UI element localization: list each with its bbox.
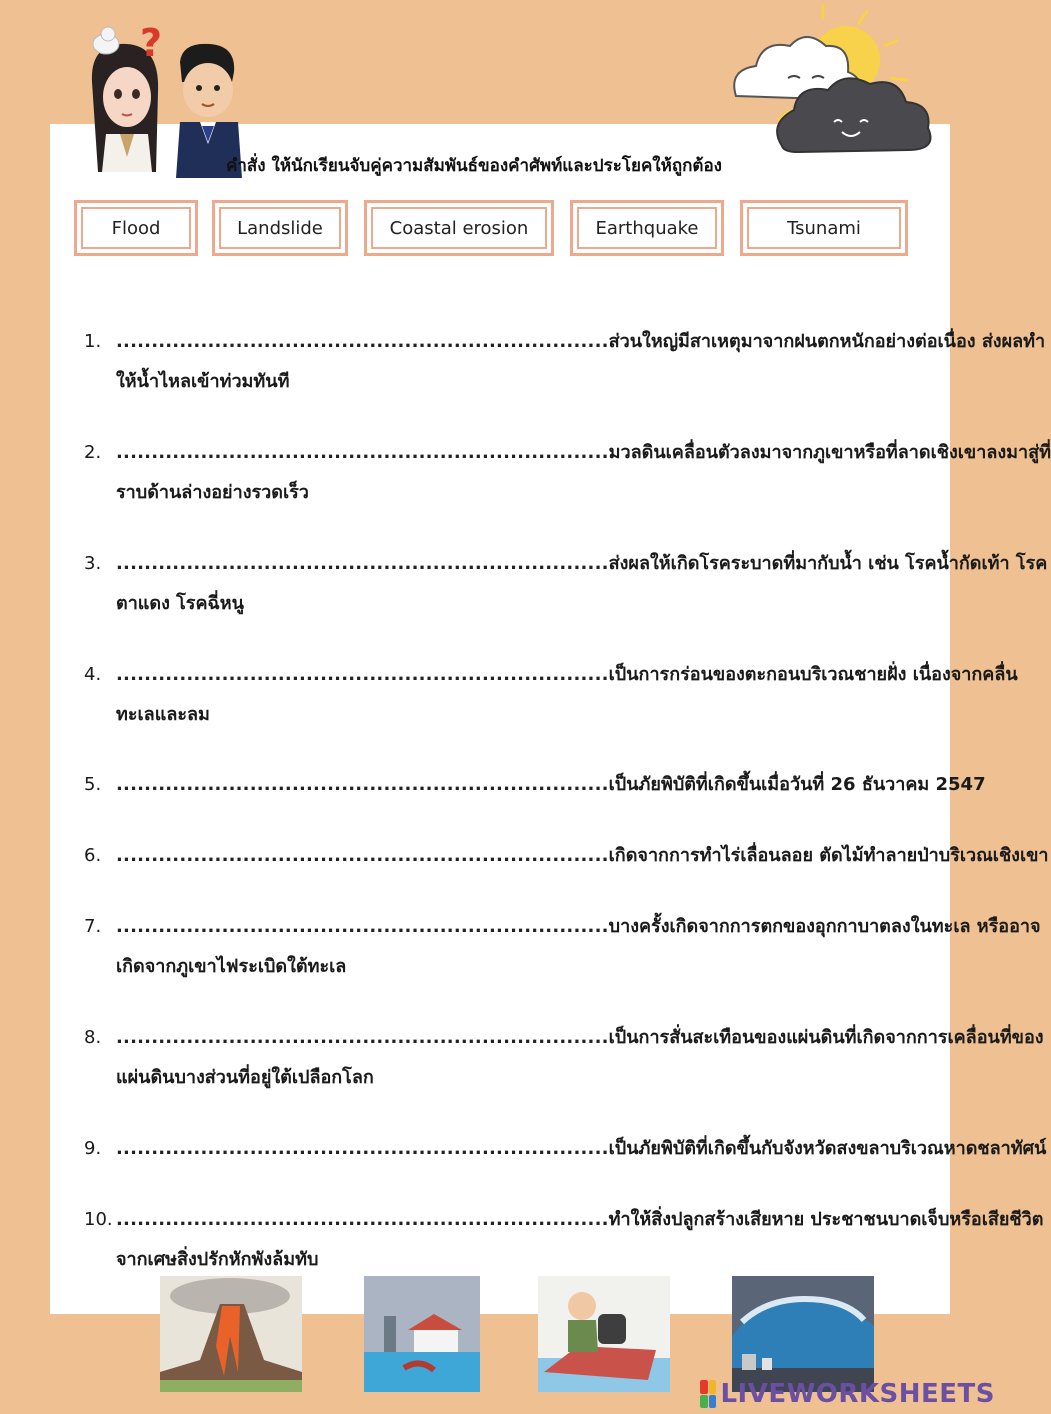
answer-blank[interactable]: ...................................................................... — [116, 664, 609, 685]
question-text-cont: ให้น้ำไหลเข้าท่วมทันที — [116, 371, 290, 392]
question-number: 2. — [84, 442, 102, 463]
question-text: ส่วนใหญ่มีสาเหตุมาจากฝนตกหนักอย่างต่อเนื่อง ส่งผลทำ — [608, 331, 1046, 352]
word-box-earthquake[interactable] — [570, 200, 724, 256]
cloud-sun-illustration — [718, 0, 958, 170]
word-box-coastal-erosion[interactable] — [364, 200, 554, 256]
question-number: 5. — [84, 774, 102, 795]
question-text: เกิดจากการทำไร่เลื่อนลอย ตัดไม้ทำลายป่าบริเวณเชิงเขา — [608, 845, 1049, 866]
word-box-tsunami[interactable] — [740, 200, 908, 256]
question-text: ทำให้สิ่งปลูกสร้างเสียหาย ประชาชนบาดเจ็บหรือเสียชีวิต — [608, 1209, 1044, 1230]
students-thinking-illustration — [72, 22, 252, 182]
word-box-flood[interactable] — [74, 200, 198, 256]
question-number: 6. — [84, 845, 102, 866]
answer-blank[interactable]: ...................................................................... — [116, 1138, 609, 1159]
question-text: เป็นการกร่อนของตะกอนบริเวณชายฝั่ง เนื่องจากคลื่น — [608, 664, 1018, 685]
question-text: เป็นการสั่นสะเทือนของแผ่นดินที่เกิดจากการเคลื่อนที่ของ — [608, 1027, 1044, 1048]
answer-blank[interactable]: ...................................................................... — [116, 916, 609, 937]
liveworksheets-mark-icon — [700, 1380, 716, 1408]
word-label: Landslide — [237, 217, 323, 239]
answer-blank[interactable]: ...................................................................... — [116, 553, 609, 574]
answer-blank[interactable]: ...................................................................... — [116, 845, 609, 866]
question-text: ส่งผลให้เกิดโรคระบาดที่มากับน้ำ เช่น โรคน้ำกัดเท้า โรค — [608, 553, 1048, 574]
word-label: Flood — [111, 217, 161, 239]
question-text-cont: ราบด้านล่างอย่างรวดเร็ว — [116, 482, 309, 503]
question-text-cont: ทะเลและลม — [116, 704, 210, 725]
question-number: 4. — [84, 664, 102, 685]
word-label: Earthquake — [595, 217, 699, 239]
volcano-image — [160, 1276, 302, 1392]
tsunami-image — [732, 1276, 874, 1392]
question-text: บางครั้งเกิดจากการตกของอุกกาบาตลงในทะเล หรืออาจ — [608, 916, 1041, 937]
question-text: มวลดินเคลื่อนตัวลงมาจากภูเขาหรือที่ลาดเชิงเขาลงมาสู่ที่ — [608, 442, 1051, 463]
question-number: 10. — [84, 1209, 113, 1230]
question-text: เป็นภัยพิบัติที่เกิดขึ้นกับจังหวัดสงขลาบริเวณหาดชลาทัศน์ — [608, 1138, 1047, 1159]
question-text-cont: จากเศษสิ่งปรักหักพังล้มทับ — [116, 1249, 319, 1270]
word-label: Coastal erosion — [389, 217, 529, 239]
question-number: 1. — [84, 331, 102, 352]
question-number: 3. — [84, 553, 102, 574]
question-text-cont: แผ่นดินบางส่วนที่อยู่ใต้เปลือกโลก — [116, 1067, 374, 1088]
answer-blank[interactable]: ...................................................................... — [116, 1027, 609, 1048]
word-box-landslide[interactable] — [212, 200, 348, 256]
rooftop-flood-victim-image — [538, 1276, 680, 1392]
question-text: เป็นภัยพิบัติที่เกิดขึ้นเมื่อวันที่ 26 ธันวาคม 2547 — [608, 774, 986, 795]
question-text-cont: ตาแดง โรคฉี่หนู — [116, 593, 244, 614]
answer-blank[interactable]: ...................................................................... — [116, 442, 609, 463]
answer-blank[interactable]: ...................................................................... — [116, 1209, 609, 1230]
word-label: Tsunami — [787, 217, 861, 239]
liveworksheets-logo — [700, 1378, 995, 1410]
answer-blank[interactable]: ...................................................................... — [116, 331, 609, 352]
question-text-cont: เกิดจากภูเขาไฟระเบิดใต้ทะเล — [116, 956, 347, 977]
flood-image — [364, 1276, 506, 1392]
question-number: 8. — [84, 1027, 102, 1048]
question-number: 7. — [84, 916, 102, 937]
instruction-text: คำสั่ง ให้นักเรียนจับคู่ความสัมพันธ์ของคำศัพท์และประโยคให้ถูกต้อง — [226, 156, 722, 176]
answer-blank[interactable]: ...................................................................... — [116, 774, 609, 795]
question-number: 9. — [84, 1138, 102, 1159]
svg-text:?: ? — [140, 21, 163, 65]
logo-text: LIVEWORKSHEETS — [720, 1379, 995, 1409]
